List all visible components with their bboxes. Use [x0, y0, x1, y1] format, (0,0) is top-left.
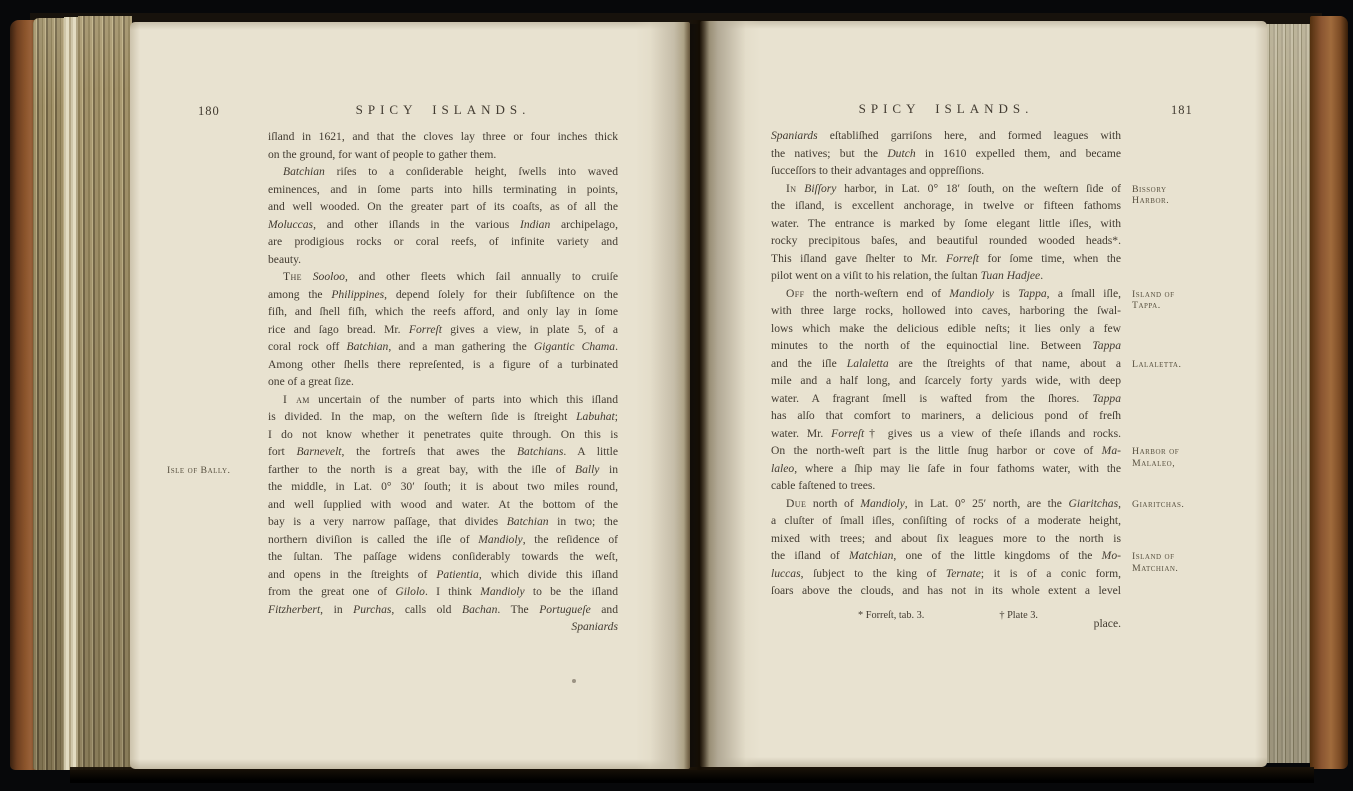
text-line: water. Mr. Forreſt† gives us a view of theſe iſlands and rocks.	[771, 426, 1121, 440]
text-line: pilot went on a viſit to his relation, the ſultan Tuan Hadjee.	[771, 269, 1044, 282]
text-line: iſland in 1621, and that the cloves lay three or four inches thick	[268, 130, 618, 143]
sidenote: Island of Tappa.	[1132, 288, 1175, 311]
text-line: ſucceſſors to their advantages and oppreſſions.	[771, 164, 985, 177]
text-line: the iſland of Matchian, one of the little kingdoms of the Mo-	[771, 549, 1121, 562]
text-line: This iſland gave ſhelter to Mr. Forreſt for ſome time, when the	[771, 251, 1121, 265]
text-line: from the great one of Gilolo. I think Mandioly to be the iſland	[268, 585, 619, 598]
text-line: and opens in the ſtreights of Patientia, which divide this iſland	[268, 567, 619, 581]
text-line: and well wooded. On the greater part of its coaſts, as of all the	[268, 200, 618, 213]
text-line: fort Barnevelt, the fortreſs that awes the Batchians. A little	[268, 445, 618, 458]
left-text-block	[167, 22, 619, 769]
text-line: and well ſupplied with wood and water. At the bottom of the	[268, 497, 618, 511]
text-line: is divided. In the map, on the weſtern ſide is ſtreight Labuhat;	[268, 410, 618, 423]
text-line: cable faſtened to trees.	[771, 479, 876, 492]
text-line: a cluſter of ſmall iſles, conſiſting of rocks of a moderate height,	[771, 514, 1121, 527]
body-text	[268, 128, 618, 618]
text-line: minutes to the north of the equinoctial line. Between Tappa	[771, 339, 1121, 352]
text-line: Due north of Mandioly, in Lat. 0° 25′ north, are the Giaritchas,	[786, 496, 1122, 510]
page-number: 181	[1171, 103, 1193, 117]
right-page-edges	[1265, 24, 1312, 763]
text-line: fiſh, and ſhell fiſh, which the reefs afford, and only lay in ſome	[268, 305, 618, 318]
text-line: bay is a very narrow paſſage, that divides Batchian in two; the	[268, 515, 618, 528]
sidenote: Island of Matchian.	[1132, 551, 1179, 574]
body-text	[771, 127, 1121, 600]
text-line: mile and a half long, and ſcarcely forty yards wide, with deep	[771, 374, 1121, 387]
sidenote: Isle of Bally.	[167, 464, 231, 476]
text-line: The Sooloo, and other fleets which ſail annually to cruiſe	[283, 270, 618, 283]
text-line: Off the north-weſtern end of Mandioly is Tappa, a ſmall iſle,	[786, 286, 1122, 300]
text-line: Moluccas, and other iſlands in the various Indian archipelago,	[268, 217, 618, 231]
sidenote: Bissory Harbor.	[1132, 183, 1170, 206]
text-line: has alſo that comfort to mariners, a delicious pond of freſh	[771, 409, 1121, 422]
right-cover-leather	[1310, 16, 1348, 769]
text-line: the iſland, is excellent anchorage, in twelve or fifteen fathoms	[771, 199, 1121, 212]
text-line: Batchian riſes to a conſiderable height, ſwells into waved	[283, 165, 618, 178]
text-line: rocky precipitous baſes, and beautiful rounded wooded heads*.	[771, 234, 1121, 247]
text-line: In Biſſory harbor, in Lat. 0° 18′ ſouth, on the weſtern ſide of	[786, 181, 1121, 195]
text-line: among the Philippines, depend ſolely for their ſubſiſtence on the	[268, 287, 618, 301]
text-line: and the iſle Lalaletta are the ſtreights of that name, about a	[771, 356, 1121, 370]
page-number: 180	[198, 104, 220, 118]
sidenote: Giaritchas.	[1132, 498, 1185, 510]
paper-speck	[572, 679, 576, 683]
text-line: northern diviſion is called the iſle of Mandioly, the reſidence of	[268, 532, 618, 546]
text-line: beauty.	[268, 252, 302, 266]
sidenote: Lalaletta.	[1132, 358, 1182, 370]
text-line: water. A fragrant ſmell is wafted from the ſhores. Tappa	[771, 391, 1121, 405]
text-line: laleo, where a ſhip may lie ſafe in four fathoms water, with the	[771, 461, 1121, 475]
right-text-block	[771, 21, 1193, 767]
text-line: luccas, ſubject to the king of Ternate; it is of a conic form,	[771, 566, 1121, 580]
text-line: Among other ſhells there repreſented, is a figure of a turbinated	[268, 357, 618, 371]
text-line: water. The entrance is marked by ſome elegant little iſles, with	[771, 216, 1121, 230]
text-line: Fitzherbert, in Purchas, calls old Bachan. The Portugueſe and	[268, 602, 618, 616]
text-line: the ſultan. The paſſage widens conſiderably towards the weſt,	[268, 550, 618, 563]
text-line: Spaniards eſtabliſhed garriſons here, and formed leagues with	[771, 129, 1121, 142]
text-line: I do not know whether it penetrates quite through. On this is	[268, 427, 618, 441]
text-line: I am uncertain of the number of parts into which this iſland	[283, 392, 618, 406]
text-line: the middle, in Lat. 0° 30′ ſouth; it is about two miles round,	[268, 480, 618, 493]
footnote: * Forreſt, tab. 3.	[858, 610, 925, 621]
text-line: on the ground, for want of people to gather them.	[268, 147, 497, 161]
footnote: † Plate 3.	[999, 610, 1038, 621]
left-page-edges-inner	[78, 16, 132, 770]
running-head: SPICY ISLANDS.	[858, 101, 1034, 116]
right-page	[700, 21, 1267, 767]
running-head: SPICY ISLANDS.	[355, 102, 531, 117]
book-bottom-shadow	[70, 767, 1314, 783]
catchword: place.	[1093, 617, 1121, 630]
text-line: with three large rocks, hollowed into caves, harboring the ſwal-	[771, 304, 1121, 317]
catchword: Spaniards	[571, 620, 618, 633]
text-line: On the north-weſt part is the little ſnug harbor or cove of Ma-	[771, 444, 1121, 457]
text-line: lows which make the delicious edible neſts; it lies only a few	[771, 321, 1121, 335]
text-line: mixed with trees; and about ſix leagues more to the north is	[771, 531, 1121, 545]
text-line: one of a great ſize.	[268, 375, 354, 388]
text-line: rice and ſago bread. Mr. Forreſt gives a view, in plate 5, of a	[268, 322, 618, 336]
sidenote: Harbor of Malaleo,	[1132, 446, 1180, 469]
text-line: coral rock off Batchian, and a man gathering the Gigantic Chama.	[268, 340, 619, 353]
left-page-edges-outer	[33, 18, 67, 770]
text-line: farther to the north is a great bay, with the iſle of Bally in	[268, 462, 618, 476]
text-line: are prodigious rocks or coral reefs, of infinite variety and	[268, 235, 618, 248]
text-line: the natives; but the Dutch in 1610 expelled them, and became	[771, 146, 1121, 160]
text-line: ſoars above the clouds, and has not in its whole extent a level	[771, 584, 1121, 597]
text-line: eminences, and in ſome parts into hills terminating in points,	[268, 182, 618, 196]
left-page	[130, 22, 690, 769]
